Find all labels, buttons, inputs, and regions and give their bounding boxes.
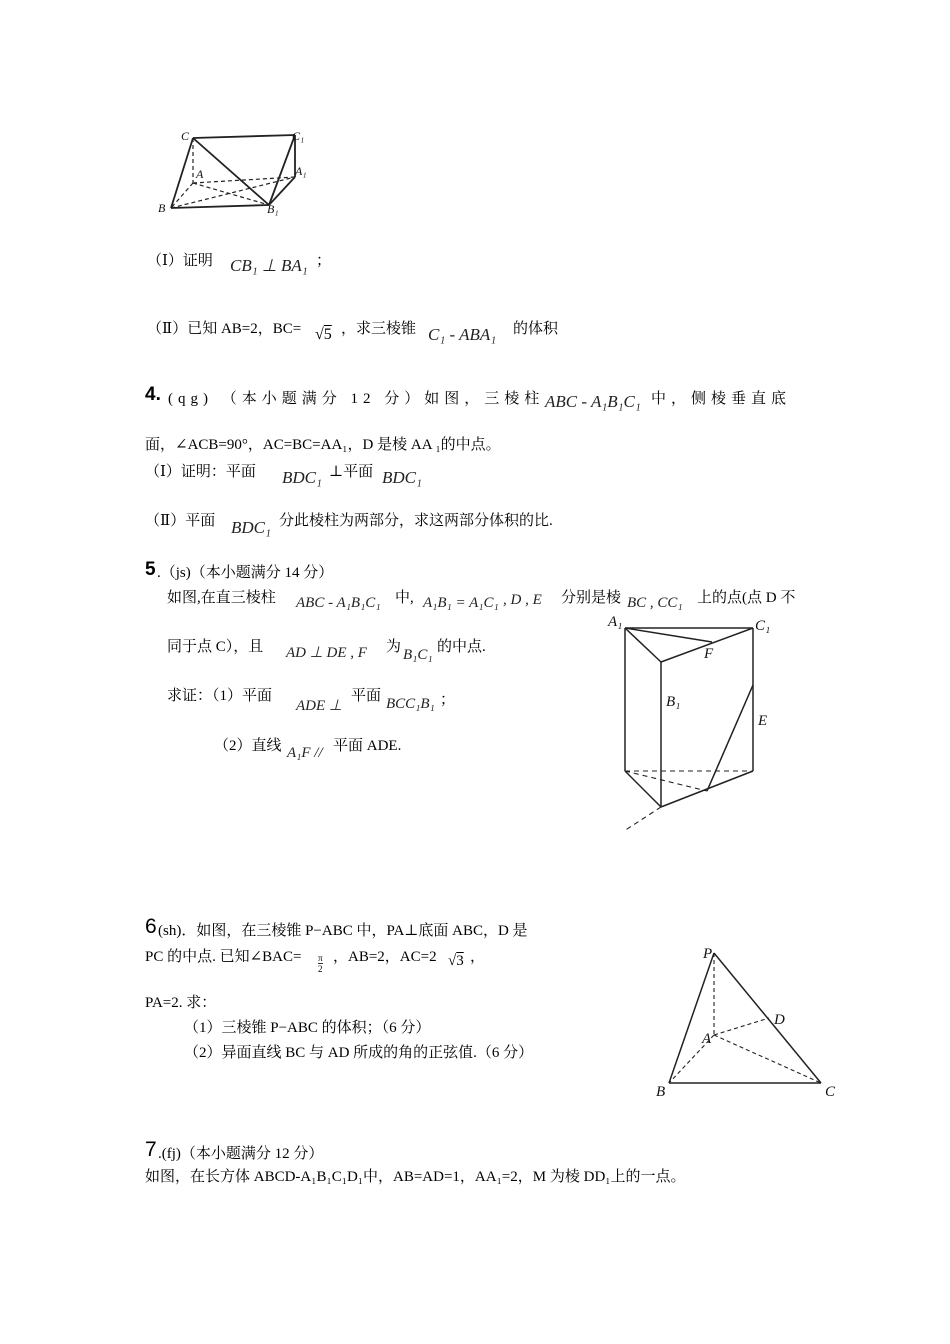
q4-part1-label: （Ⅰ）证明：平面 <box>145 464 256 480</box>
q6-line2-b: ，AB=2，AC=2 <box>333 949 437 965</box>
label-c: C <box>181 129 190 143</box>
q5-line1-zhong: 中, <box>395 590 414 606</box>
edge-a-b <box>625 771 661 807</box>
q5-prism: ABC - A₁B₁C₁ <box>296 595 381 611</box>
q3-part1-label: （Ⅰ）证明 <box>147 253 213 269</box>
q5-ade: ADE ⊥ <box>296 698 342 714</box>
label-f: F <box>704 646 714 662</box>
edge-a-c <box>714 1035 821 1083</box>
q4-number: 4. <box>145 384 161 405</box>
q3-part2-mid: ，求三棱锥 <box>341 321 417 337</box>
q7-header: .(fj)（本小题满分 12 分） <box>158 1146 324 1162</box>
label-c: C <box>825 1084 836 1100</box>
q4-prism: ABC - A₁B₁C₁ <box>545 392 641 411</box>
q3-part2-formula: C₁ - ABA₁ <box>428 325 497 344</box>
q5-line4-end: 平面 ADE. <box>333 738 402 754</box>
q6-part1: （1）三棱锥 P−ABC 的体积；（6 分） <box>184 1020 431 1036</box>
segment-a-d <box>714 1018 769 1035</box>
q3-sqrt5-value: 5 <box>323 326 332 343</box>
q3-part2-end: 的体积 <box>513 321 559 337</box>
edge-c1-b1 <box>269 135 295 205</box>
label-a: A <box>196 167 204 181</box>
q3-sqrt5 <box>315 326 332 344</box>
q5-line3-pm: 平面 <box>351 688 382 704</box>
label-b1: B₁ <box>267 202 279 216</box>
radical-sign: √ <box>315 326 324 343</box>
q4-header: (qg) （本小题满分 12 分）如图，三棱柱 <box>168 391 545 407</box>
q5-b1c1: B₁C₁ <box>403 647 433 663</box>
q5-line1-end: 上的点(点 D 不 <box>697 590 796 606</box>
label-d: D <box>774 1012 785 1028</box>
edge-c-c1 <box>193 135 295 138</box>
q5-edges: BC , CC₁ <box>627 595 683 611</box>
label-c1: C₁ <box>755 618 771 634</box>
q4-part1-perp: ⊥平面 <box>329 464 374 480</box>
q4-header-end: 中，侧棱垂直底 <box>651 391 792 407</box>
q6-line2-a: PC 的中点. 已知∠BAC= <box>145 949 302 965</box>
edge-c-b <box>171 138 193 208</box>
prism-figure-q3 <box>155 125 320 225</box>
q4-part2-label: （Ⅱ）平面 <box>145 513 216 529</box>
extension-line <box>624 807 661 831</box>
q5-a1f: A₁F // <box>287 745 323 761</box>
q5-line2-wei: 为 <box>386 639 402 655</box>
q4-part1-plane2: BDC₁ <box>382 468 422 487</box>
q5-line3-a: 求证：（1）平面 <box>167 688 273 704</box>
q5-perp: AD ⊥ DE , F <box>286 645 367 661</box>
edge-c-b1 <box>193 138 269 205</box>
edge-b-b1 <box>171 205 269 208</box>
q5-line1-a: 如图,在直三棱柱 <box>167 590 276 606</box>
radical-sign: √ <box>448 953 457 969</box>
q4-part2-end: 分此棱柱为两部分，求这两部分体积的比. <box>279 513 553 529</box>
label-e: E <box>758 713 768 729</box>
q6-number: 6 <box>145 915 157 938</box>
segment-a-d <box>625 771 707 791</box>
prism-figure-q5 <box>600 608 785 838</box>
edge-a1-b1 <box>269 177 295 205</box>
label-b1: B₁ <box>666 694 681 710</box>
q6-line3: PA=2. 求： <box>145 995 217 1011</box>
q6-part2: （2）异面直线 BC 与 AD 所成的角的正弦值.（6 分） <box>184 1045 534 1061</box>
q6-fraction <box>318 953 323 974</box>
q7-line2: 如图，在长方体 ABCD-A₁B₁C₁D₁中，AB=AD=1，AA₁=2，M 为棱 DD₁上的一点。 <box>145 1169 686 1185</box>
q3-part2-label: （Ⅱ）已知 AB=2，BC= <box>147 321 302 337</box>
q6-header: (sh)．如图，在三棱锥 P−ABC 中，PA⊥底面 ABC，D 是 <box>158 923 528 939</box>
q5-number: 5 <box>145 559 156 580</box>
q4-part2-plane: BDC₁ <box>231 518 271 537</box>
q6-line2-end: ， <box>470 949 486 965</box>
q4-line2: 面，∠ACB=90°，AC=BC=AA₁，D 是棱 AA ₁的中点。 <box>145 437 501 453</box>
q5-equality: A₁B₁ = A₁C₁ <box>423 595 499 611</box>
q5-line1-fen: 分别是棱 <box>561 590 622 606</box>
q5-bcc1b1: BCC₁B₁ <box>386 696 435 712</box>
q5-line2-end: 的中点. <box>437 639 486 655</box>
q6-frac-den: 2 <box>318 964 323 974</box>
q6-sqrt3-value: 3 <box>456 953 464 969</box>
label-b: B <box>158 201 166 215</box>
q5-line3-end: ； <box>440 692 456 708</box>
q5-header: .（js)（本小题满分 14 分） <box>157 565 334 581</box>
edge-b-c <box>661 771 753 807</box>
label-b: B <box>656 1084 666 1100</box>
q3-part1-end: ； <box>316 253 332 269</box>
q7-number: 7 <box>145 1138 157 1161</box>
q5-line2-a: 同于点 C），且 <box>167 639 264 655</box>
q5-points-de: , D , E <box>503 592 542 608</box>
q3-part1-formula: CB₁ ⊥ BA₁ <box>230 256 308 275</box>
q4-part1-plane1: BDC₁ <box>282 468 322 487</box>
q6-frac-num: π <box>318 953 323 963</box>
label-c1: C₁ <box>292 129 305 143</box>
edge-p-b <box>669 953 714 1083</box>
label-p: P <box>703 946 713 962</box>
pyramid-figure-q6 <box>650 940 840 1105</box>
q6-sqrt3 <box>448 953 464 970</box>
label-a1: A₁ <box>608 614 623 630</box>
label-a: A <box>702 1031 712 1047</box>
q5-line4-a: （2）直线 <box>214 738 282 754</box>
label-a1: A₁ <box>295 164 307 178</box>
